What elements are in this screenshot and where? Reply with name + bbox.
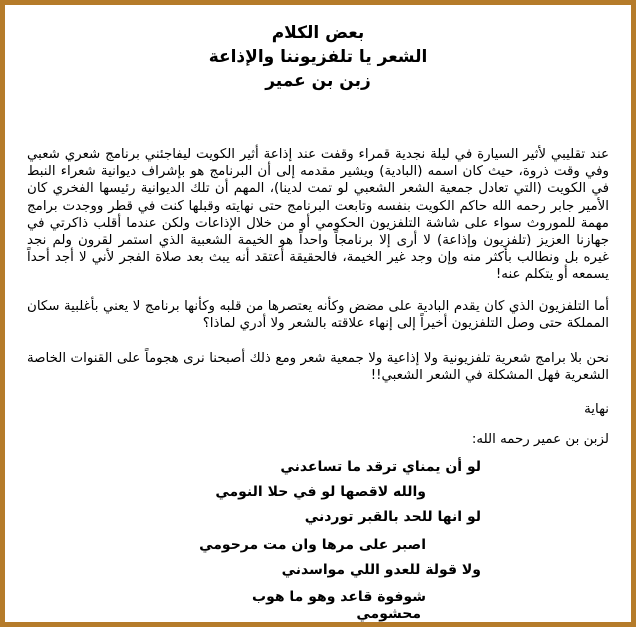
poem-verse: والله لاقصها لو في حلا النومي <box>215 484 426 500</box>
poem-verse: لو أن يمناي ترقد ما تساعدني <box>280 459 481 475</box>
paragraph-3: نحن بلا برامج شعرية تلفزيونية ولا إذاعية ولا جمعية شعر ومع ذلك أصبحنا نرى هجوماً على القنوات الخاصة الشعرية فهل المشكلة في الشعر الشعبي!! <box>27 351 609 384</box>
poem-intro: لزبن بن عمير رحمه الله: <box>471 432 609 447</box>
article-header <box>27 21 609 93</box>
poem-verse: ولا قولة للعدو اللي مواسدني <box>281 562 481 578</box>
poem-verse: لو انها للحد بالقبر توردني <box>304 509 481 525</box>
paragraph-2: أما التلفزيون الذي كان يقدم البادية على مضض وكأنه يعتصرها من قلبه وكأنها برنامج لا يعني بأغلبية سكان المملكة حتى وصل التلفزيون أخيراً إلى إنهاء علاقته بالشعر ولا أدري لماذا؟ <box>27 299 609 332</box>
header-line-3: زبن بن عمير <box>265 71 371 91</box>
poem-verse: شوفوة قاعد وهو ما هوب <box>252 589 426 605</box>
poem-verse: اصبر على مرها وان مت مرحومي <box>199 537 426 553</box>
ending-word: نهاية <box>584 402 609 417</box>
poem-verse: محشومي <box>356 606 421 622</box>
article <box>27 5 609 622</box>
header-line-2: الشعر يا تلفزيوننا والإذاعة <box>208 47 428 67</box>
header-line-1: بعض الكلام <box>271 23 365 43</box>
paragraph-1: عند تقليبي لأثير السيارة في ليلة نجدية قمراء وقفت عند إذاعة أثير الكويت ليفاجئني برنامج شعري شعبي وفي وقت ذروة، حيث كان اسمه (البادية) ويشير مقدمه إلى أن البرنامج هو بإشراف ديوانية شعراء النبط في الكويت (التي تعادل جمعية الشعر الشعبي لو تمت لدينا)، المهم أن تلك الديوانية رئيسها الفخري كان الأمير جابر رحمه الله حاكم الكويت بنفسه وتابعت البرنامج حتى نهايته وقبلها كنت في قطر ووجدت برامج مهمة للموروث سواء على شاشة التلفزيون الحكومي أو من خلال الإذاعات ولكن عندما أقلب ذاكرتي في جهازنا العزيز (تلفزيون وإذاعة) لا أرى إلا برنامجاً واحداً هو الخيمة الشعبية الذي استمر لقرون ولم نجد غيره بل ونطالب بأكثر منه وإن وجد غير الخيمة، فالحقيقة أعتقد أنه يبث بعد صلاة الفجر لأني لا أجد أحداً يسمعه أو يتكلم عنه! <box>27 147 609 283</box>
